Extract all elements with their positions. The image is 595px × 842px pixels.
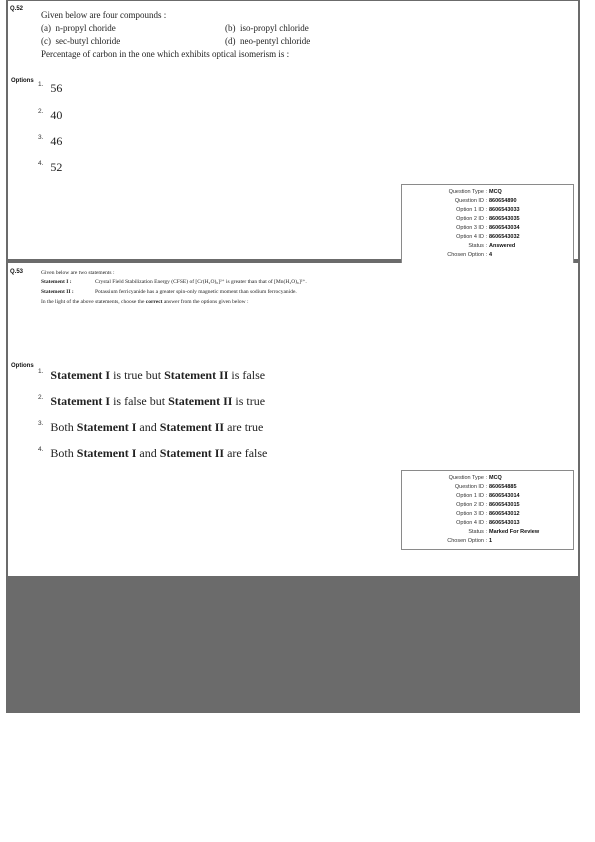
info-row: Option 1 ID : 8606543014 bbox=[456, 493, 520, 499]
option-2: $^{2.}$ Statement I is false but Statement II is true bbox=[38, 394, 266, 408]
question-intro: Given below are four compounds : bbox=[41, 10, 167, 20]
info-row: Question ID : 860654885 bbox=[454, 484, 517, 490]
options-label: Options bbox=[11, 363, 34, 369]
option-4: $^{4.}$ 52 bbox=[38, 160, 63, 174]
question-text bbox=[41, 9, 421, 61]
info-row: Question ID : 860654890 bbox=[454, 198, 517, 204]
info-row: Question Type : MCQ bbox=[448, 189, 502, 195]
compound-c: (c) sec-butyl chloride bbox=[41, 36, 121, 46]
compound-row bbox=[41, 22, 421, 35]
question-text bbox=[41, 270, 371, 306]
compound-b: (b) iso-propyl chloride bbox=[225, 23, 309, 33]
question-info-box bbox=[401, 184, 574, 264]
info-row: Status : Marked For Review bbox=[468, 529, 540, 535]
info-row: Option 2 ID : 8606543035 bbox=[456, 216, 520, 222]
info-row: Option 3 ID : 8606543034 bbox=[456, 225, 520, 231]
info-row: Chosen Option : 1 bbox=[447, 538, 493, 544]
option-1: $^{1.}$ Statement I is true but Statement II is false bbox=[38, 368, 266, 382]
compound-row bbox=[41, 35, 421, 48]
response-sheet-frame bbox=[6, 0, 580, 713]
statement-2: Statement II : Potassium ferricyanide has a greater spin-only magnetic moment than sodium ferrocyanide. bbox=[41, 289, 297, 295]
info-row: Chosen Option : 4 bbox=[447, 252, 493, 258]
option-1: $^{1.}$ 56 bbox=[38, 81, 63, 95]
compound-a: (a) n-propyl choride bbox=[41, 23, 116, 33]
info-row: Option 3 ID : 8606543012 bbox=[456, 511, 520, 517]
question-panel-52 bbox=[8, 1, 578, 259]
options-label: Options bbox=[11, 78, 34, 84]
info-row: Option 4 ID : 8606543032 bbox=[456, 234, 520, 240]
option-3: $^{3.}$ 46 bbox=[38, 134, 63, 148]
option-4: $^{4.}$ Both Statement I and Statement II are false bbox=[38, 446, 268, 460]
question-panel-53 bbox=[8, 263, 578, 576]
question-number: Q.52 bbox=[10, 6, 24, 12]
compound-d: (d) neo-pentyl chloride bbox=[225, 36, 311, 46]
question-info-box bbox=[401, 470, 574, 550]
option-3: $^{3.}$ Both Statement I and Statement II are true bbox=[38, 420, 264, 434]
statement-1: Statement I : Crystal Field Stabilization Energy (CFSE) of [Cr(H₂O)₆]²⁺ is greater than that of [Mn(H₂O)₆]²⁺. bbox=[41, 279, 307, 285]
question-number: Q.53 bbox=[10, 269, 24, 275]
info-row: Option 2 ID : 8606543015 bbox=[456, 502, 520, 508]
info-row: Question Type : MCQ bbox=[448, 475, 502, 481]
instruction: In the light of the above statements, choose the correct answer from the options given below : bbox=[41, 299, 249, 305]
info-row: Option 4 ID : 8606543013 bbox=[456, 520, 520, 526]
question-prompt: Percentage of carbon in the one which exhibits optical isomerism is : bbox=[41, 49, 290, 59]
info-row: Option 1 ID : 8606543033 bbox=[456, 207, 520, 213]
option-2: $^{2.}$ 40 bbox=[38, 108, 63, 122]
question-intro: Given below are two statements : bbox=[41, 270, 115, 276]
info-row: Status : Answered bbox=[468, 243, 516, 249]
